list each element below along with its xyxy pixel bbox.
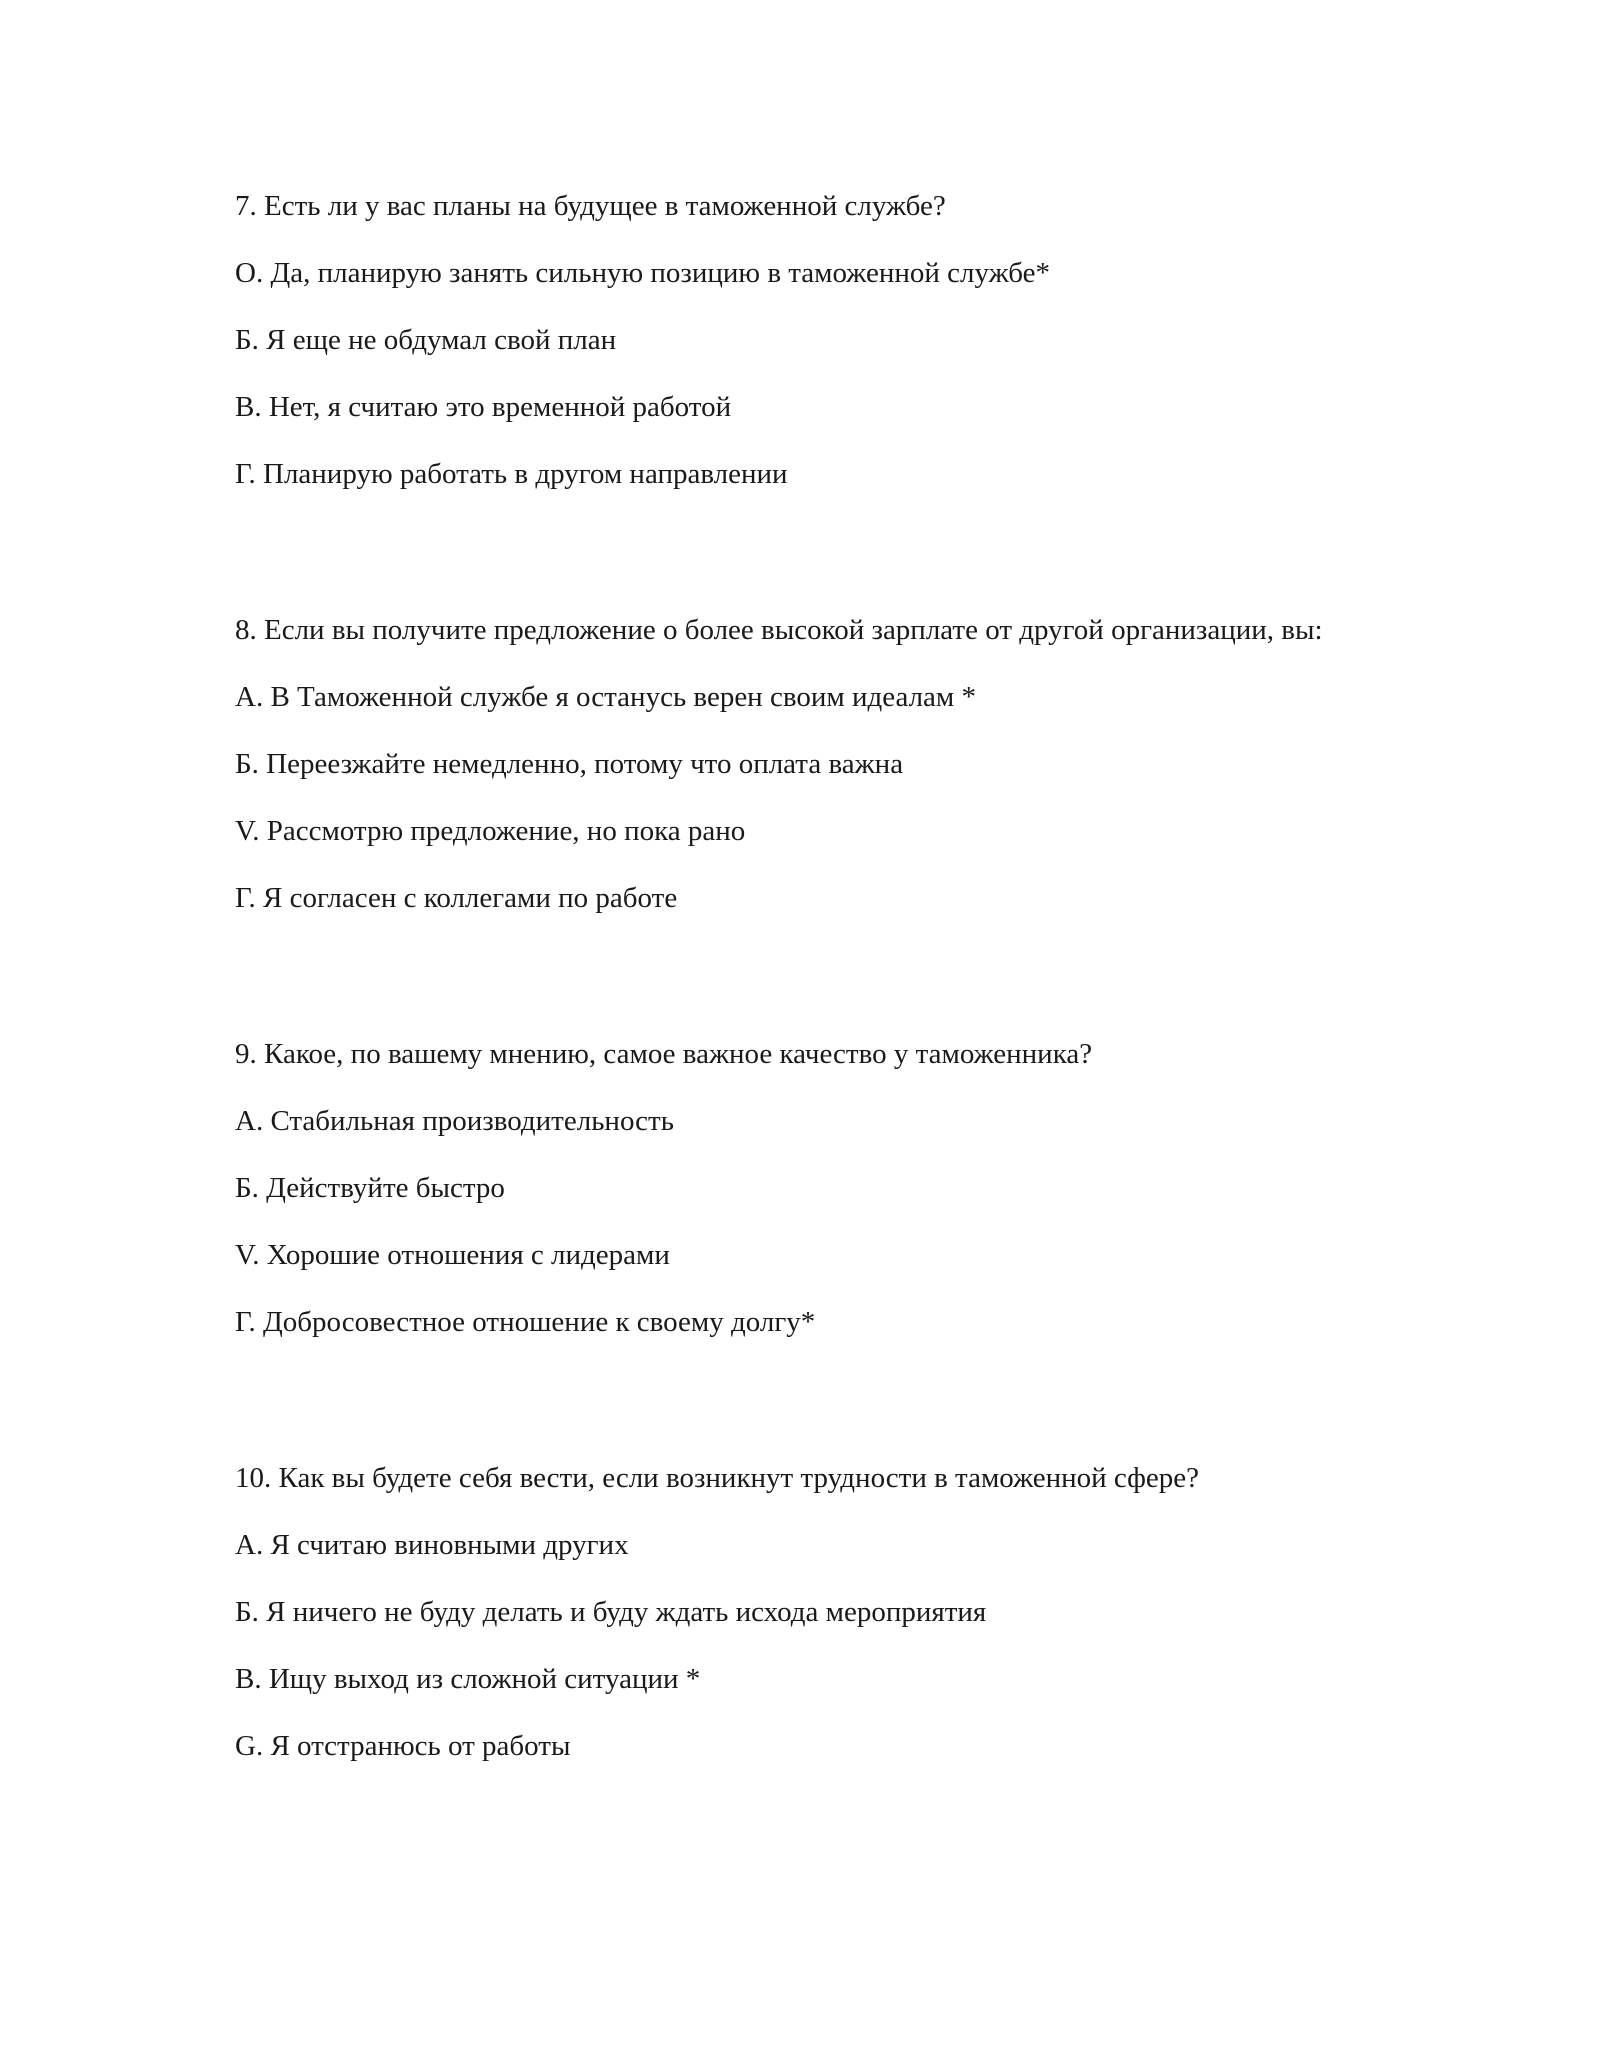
questionnaire — [235, 186, 1355, 1767]
answer-option: Б. Действуйте быстро — [235, 1172, 505, 1204]
question-text: 9. Какое, по вашему мнению, самое важное качество у таможенника? — [235, 1038, 1093, 1070]
question-block-8 — [235, 610, 1355, 919]
answer-option: Б. Переезжайте немедленно, потому что оплата важна — [235, 748, 904, 780]
answer-option: Г. Планирую работать в другом направлении — [235, 458, 788, 490]
answer-option: А. В Таможенной службе я останусь верен своим идеалам * — [235, 681, 977, 713]
question-text: 7. Есть ли у вас планы на будущее в таможенной службе? — [235, 190, 946, 222]
answer-option: В. Ищу выход из сложной ситуации * — [235, 1663, 701, 1695]
answer-option: V. Рассмотрю предложение, но пока рано — [235, 815, 746, 847]
answer-option: Б. Я ничего не буду делать и буду ждать исхода мероприятия — [235, 1596, 987, 1628]
answer-option: А. Я считаю виновными других — [235, 1529, 629, 1561]
answer-option: В. Нет, я считаю это временной работой — [235, 391, 732, 423]
answer-option: G. Я отстранюсь от работы — [235, 1730, 571, 1762]
question-text: 8. Если вы получите предложение о более высокой зарплате от другой организации, вы: — [235, 614, 1323, 646]
answer-option: А. Стабильная производительность — [235, 1105, 674, 1137]
answer-option: О. Да, планирую занять сильную позицию в таможенной службе* — [235, 257, 1051, 289]
question-block-9 — [235, 1034, 1355, 1343]
answer-option: V. Хорошие отношения с лидерами — [235, 1239, 670, 1271]
question-block-10 — [235, 1458, 1355, 1767]
answer-option: Г. Я согласен с коллегами по работе — [235, 882, 678, 914]
answer-option: Г. Добросовестное отношение к своему долгу* — [235, 1306, 816, 1338]
question-block-7 — [235, 186, 1355, 495]
answer-option: Б. Я еще не обдумал свой план — [235, 324, 617, 356]
question-text: 10. Как вы будете себя вести, если возникнут трудности в таможенной сфере? — [235, 1462, 1200, 1494]
